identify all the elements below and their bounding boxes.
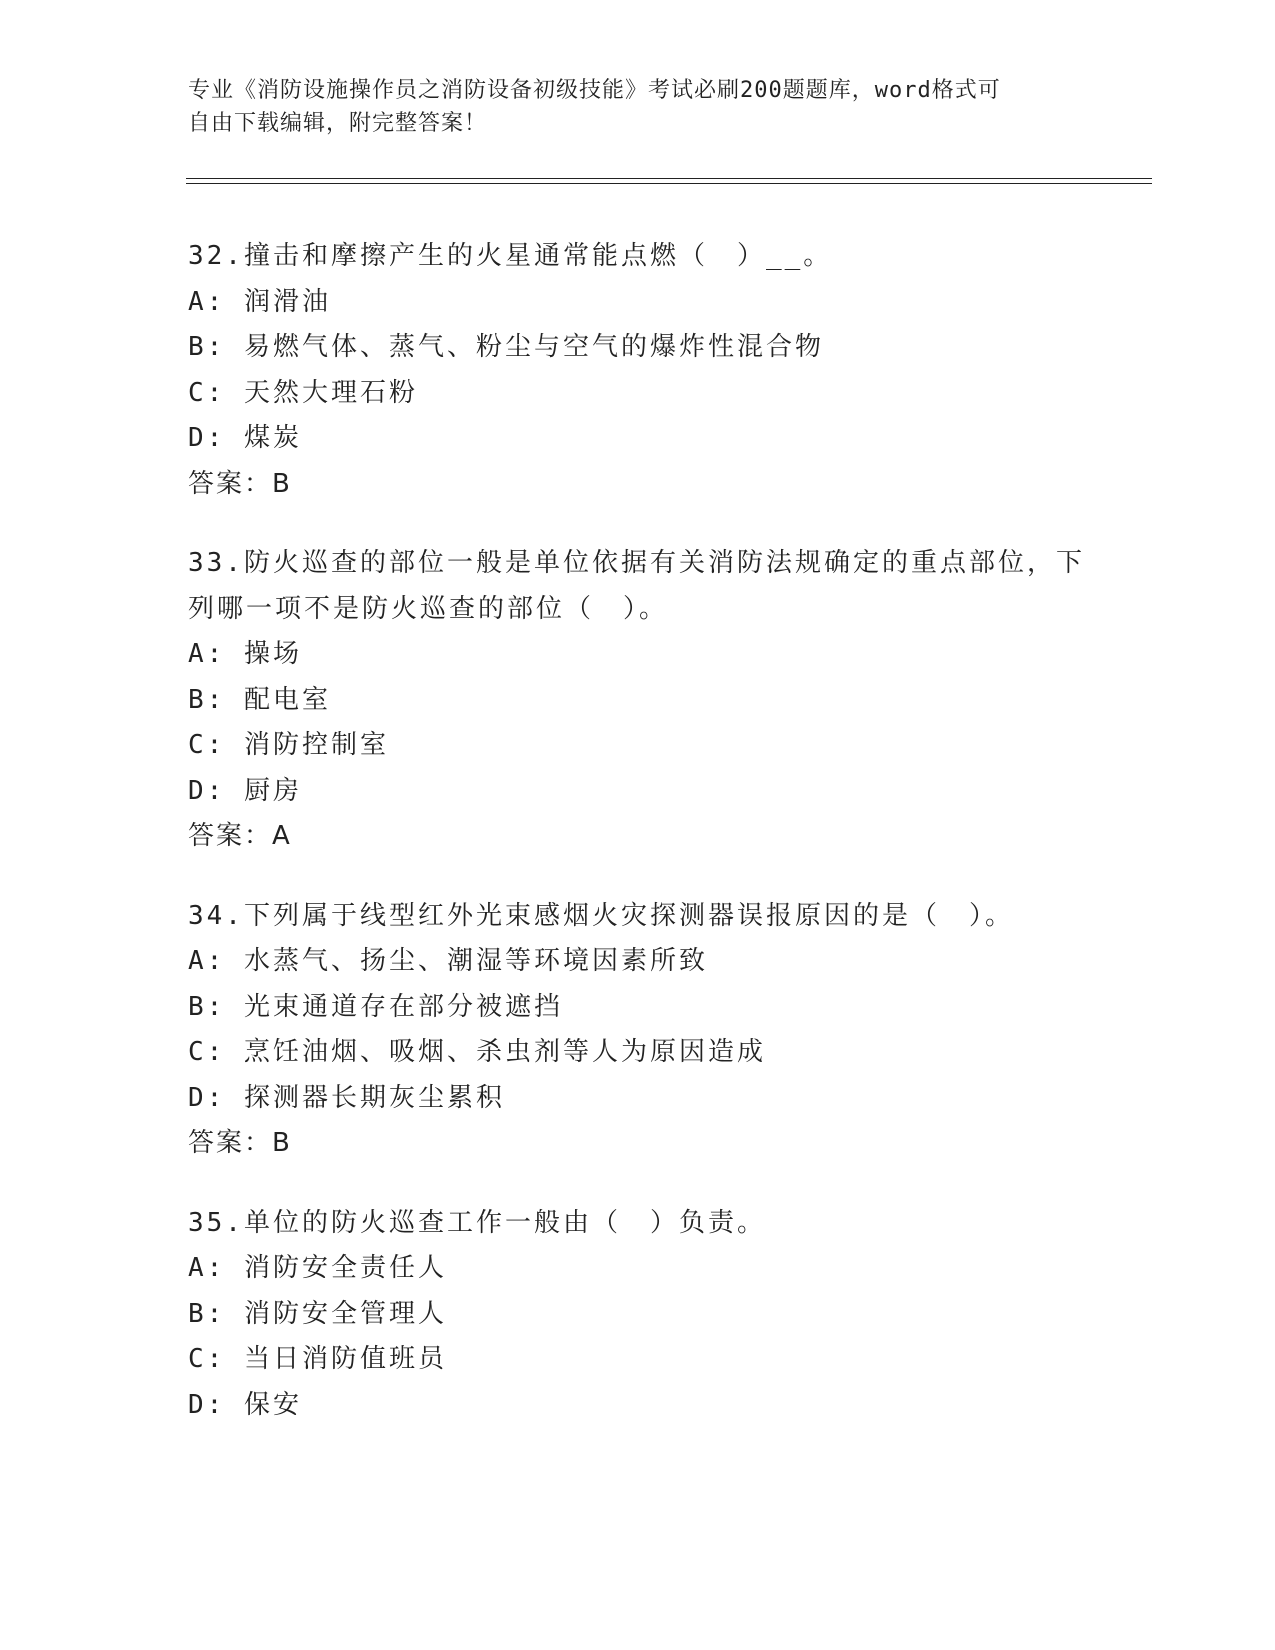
option-d: D: 煤炭: [188, 423, 302, 453]
option-c: C: 当日消防值班员: [188, 1344, 447, 1374]
option-b: B: 消防安全管理人: [188, 1298, 447, 1329]
option-a: A: 润滑油: [188, 286, 331, 317]
option-a: A: 水蒸气、扬尘、潮湿等环境因素所致: [188, 946, 708, 976]
question-stem: 35.单位的防火巡查工作一般由（ ）负责。: [188, 1207, 766, 1238]
option-b: B: 配电室: [188, 684, 331, 715]
question-33: [188, 541, 1088, 860]
header-title-line-1: 专业《消防设施操作员之消防设备初级技能》考试必刷200题题库，word格式可: [188, 78, 1001, 103]
option-a: A: 操场: [188, 639, 302, 669]
option-c: C: 消防控制室: [188, 730, 389, 760]
question-list: [188, 234, 1088, 1462]
question-stem: 33.防火巡查的部位一般是单位依据有关消防法规确定的重点部位，下列哪一项不是防火巡查的部位（ ）。: [188, 548, 1085, 624]
option-d: D: 厨房: [188, 775, 302, 806]
answer-line: 答案：B: [188, 1128, 292, 1158]
option-b: B: 易燃气体、蒸气、粉尘与空气的爆炸性混合物: [188, 332, 824, 362]
option-a: A: 消防安全责任人: [188, 1253, 447, 1283]
answer-line: 答案：B: [188, 468, 292, 499]
option-d: D: 探测器长期灰尘累积: [188, 1082, 505, 1113]
header-divider-bottom: [186, 183, 1152, 184]
answer-line: 答案：A: [188, 821, 292, 851]
question-stem: 32.撞击和摩擦产生的火星通常能点燃（ ）__。: [188, 241, 833, 271]
question-34: [188, 894, 1088, 1167]
option-d: D: 保安: [188, 1389, 302, 1420]
document-header: [188, 74, 1088, 140]
option-c: C: 烹饪油烟、吸烟、杀虫剂等人为原因造成: [188, 1037, 766, 1067]
option-b: B: 光束通道存在部分被遮挡: [188, 991, 563, 1022]
question-35: [188, 1201, 1088, 1429]
question-stem: 34.下列属于线型红外光束感烟火灾探测器误报原因的是（ ）。: [188, 900, 1014, 931]
question-32: [188, 234, 1088, 507]
header-divider-top: [186, 178, 1152, 179]
option-c: C: 天然大理石粉: [188, 377, 418, 408]
header-title-line-2: 自由下载编辑，附完整答案！: [188, 111, 488, 136]
